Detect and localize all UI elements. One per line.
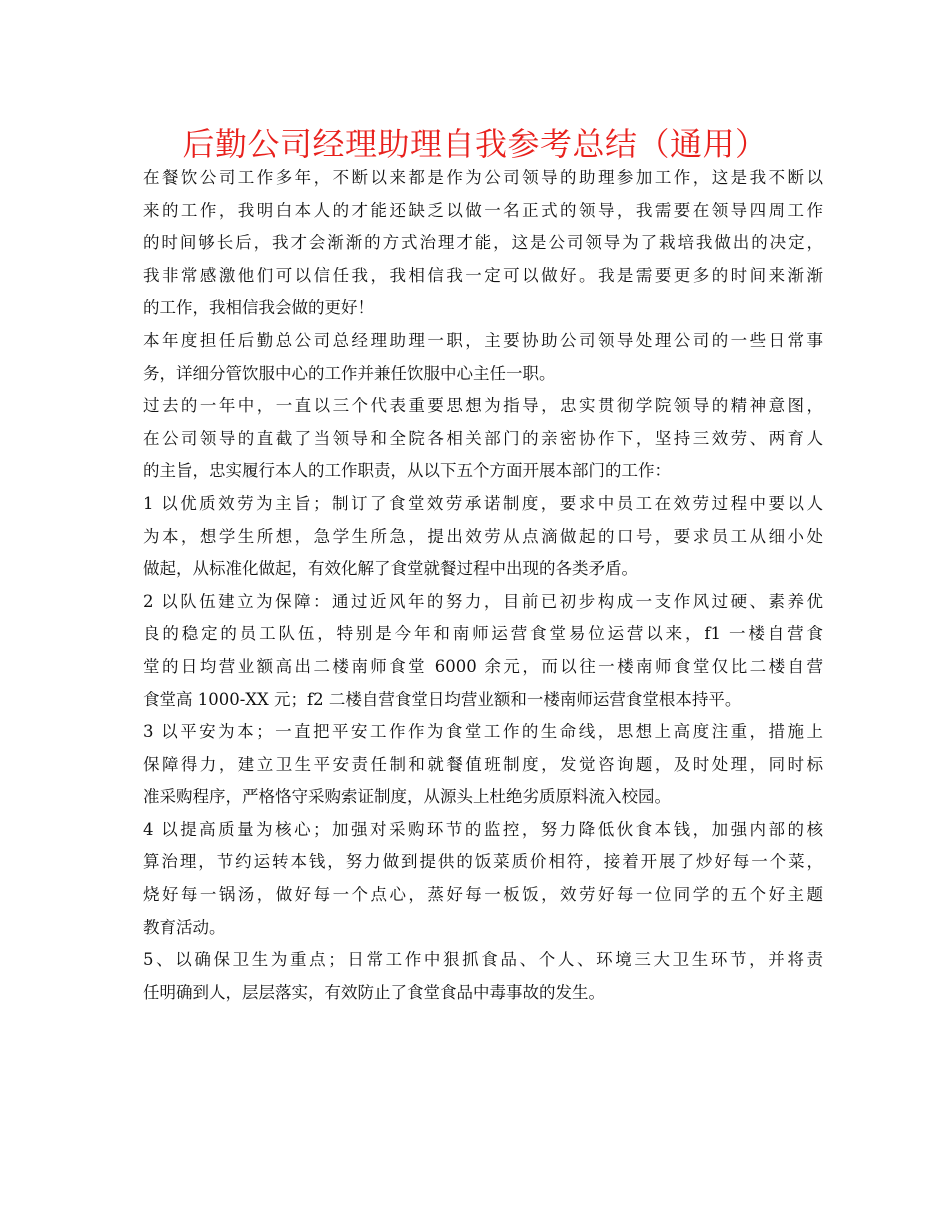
body-line: 任明确到人，层层落实，有效防止了食堂食品中毒事故的发生。	[143, 982, 605, 1002]
body-line: 1 以优质效劳为主旨；制订了食堂效劳承诺制度，要求中员工在效劳过程中要以人	[143, 493, 823, 513]
body-line: 的时间够长后，我才会渐渐的方式治理才能，这是公司领导为了栽培我做出的决定，	[143, 233, 823, 253]
body-line: 在餐饮公司工作多年，不断以来都是作为公司领导的助理参加工作，这是我不断以	[143, 168, 823, 187]
body-line: 为本，想学生所想，急学生所急，提出效劳从点滴做起的口号，要求员工从细小处	[143, 526, 823, 546]
body-line: 3 以平安为本；一直把平安工作作为食堂工作的生命线，思想上高度注重，措施上	[143, 722, 823, 742]
body-line: 过去的一年中，一直以三个代表重要思想为指导，忠实贯彻学院领导的精神意图，	[143, 396, 823, 416]
body-line: 在公司领导的直截了当领导和全院各相关部门的亲密协作下，坚持三效劳、两育人	[143, 428, 823, 448]
body-line: 堂的日均营业额高出二楼南师食堂 6000 余元，而以往一楼南师食堂仅比二楼自营	[143, 656, 823, 676]
body-line: 本年度担任后勤总公司总经理助理一职，主要协助公司领导处理公司的一些日常事	[143, 330, 823, 350]
body-line: 我非常感激他们可以信任我，我相信我一定可以做好。我是需要更多的时间来渐渐	[143, 265, 823, 285]
body-line: 准采购程序，严格恪守采购索证制度，从源头上杜绝劣质原料流入校园。	[143, 787, 671, 807]
body-line: 4 以提高质量为核心；加强对采购环节的监控，努力降低伙食本钱，加强内部的核	[143, 819, 823, 839]
body-line: 的工作，我相信我会做的更好！	[143, 298, 374, 318]
body-line: 做起，从标准化做起，有效化解了食堂就餐过程中出现的各类矛盾。	[143, 559, 638, 579]
body-line: 食堂高 1000-XX 元；f2 二楼自营食堂日均营业额和一楼南师运营食堂根本持平。	[143, 689, 742, 709]
document-title: 后勤公司经理助理自我参考总结（通用）	[182, 125, 768, 163]
body-line: 保障得力，建立卫生平安责任制和就餐值班制度，发觉咨询题，及时处理，同时标	[143, 754, 823, 774]
body-line: 良的稳定的员工队伍，特别是今年和南师运营食堂易位运营以来，f1 一楼自营食	[143, 624, 823, 644]
body-line: 教育活动。	[143, 917, 226, 937]
body-line: 来的工作，我明白本人的才能还缺乏以做一名正式的领导，我需要在领导四周工作	[143, 200, 823, 220]
body-line: 5、以确保卫生为重点；日常工作中狠抓食品、个人、环境三大卫生环节，并将责	[143, 950, 823, 970]
document-body	[143, 162, 823, 1009]
body-line: 2 以队伍建立为保障：通过近风年的努力，目前已初步构成一支作风过硬、素养优	[143, 591, 823, 611]
body-line: 算治理，节约运转本钱，努力做到提供的饭菜质价相符，接着开展了炒好每一个菜，	[143, 852, 823, 872]
body-line: 务，详细分管饮服中心的工作并兼任饮服中心主任一职。	[143, 363, 556, 383]
body-line: 的主旨，忠实履行本人的工作职责，从以下五个方面开展本部门的工作：	[143, 461, 671, 481]
body-line: 烧好每一锅汤，做好每一个点心，蒸好每一板饭，效劳好每一位同学的五个好主题	[143, 885, 823, 905]
